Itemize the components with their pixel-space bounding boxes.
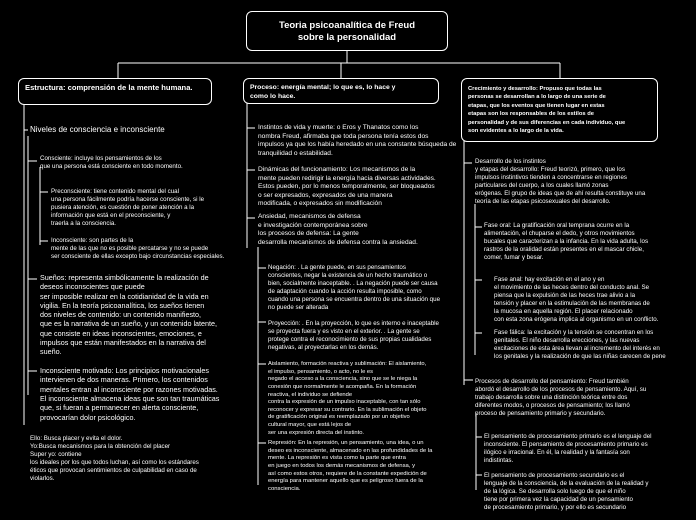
topic-consciente[interactable]: Consciente: incluye los pensamientos de los que una persona está consciente en todo momento. bbox=[40, 155, 183, 171]
topic-procesamiento-secundario[interactable]: El pensamiento de procesamiento secundario es el lenguaje de la consciencia, de la evaluación de la realidad y de la lógica. Se desarrolla solo luego de que el niño tiene por primera vez la capacidad de un pensamiento de procesamiento primario, y por ello es secundario bbox=[484, 472, 649, 512]
branch-estructura-title: Estructura: comprensión de la mente humana. bbox=[25, 83, 193, 92]
topic-fase-anal[interactable]: Fase anal: hay excitación en el ano y en el movimiento de las heces dentro del conducto anal. Se piensa que la expulsión de las heces trae alivio a la tensión y placer en la estimulación de las membranas de la mucosa en aquella región. El placer relacionado con esta zona erógena implica al organismo en un conflicto. bbox=[494, 276, 659, 324]
topic-inconsciente-motivado[interactable]: Inconsciente motivado: Los principios motivacionales intervienen de dos maneras. Primero, los contenidos mentales entran al inconsciente por razones motivadas. El inconsciente almacena ideas que son tan traumáticas que, si fueran a permanecer en alerta consciente, provocarían dolor psicológico. bbox=[40, 366, 220, 422]
branch-crecimiento[interactable] bbox=[461, 78, 658, 142]
topic-proyeccion[interactable]: Proyección: . En la proyección, lo que es interno e inaceptable se proyecta fuera y es visto en el exterior. . La gente se protege contra el reconocimiento de sus propias cualidades negativas, al proyectarlas en los demás. bbox=[268, 320, 439, 352]
topic-ello-yo-superyo[interactable]: Ello: Busca placer y evita el dolor. Yo:Busca mecanismos para la obtención del placer Super yo: contiene los ideales por los que todos luchan, así como los estándares éticos que provocan sentimientos de culpabilidad en caso de violarlos. bbox=[30, 435, 199, 483]
topic-procesos-pensamiento[interactable]: Procesos de desarrollo del pensamiento: Freud también abordó el desarrollo de los procesos de pensamiento. Aquí, su trabajo desarrolla sobre una distinción teórica entre dos diferentes modos, o procesos de pensamiento; los llamó proceso de pensamiento primario y secundario. bbox=[475, 378, 647, 418]
topic-desarrollo-instintos[interactable]: Desarrollo de los instintos y etapas del desarrollo: Freud teorizó, primero, que los impulsos instintivos tienden a concentrarse en regiones particulares del cuerpo, a los cuales llamó zonas erógenas. El grupo de ideas que de ahí resulta constituye una teoría de las etapas psicosexuales del desarrollo. bbox=[475, 158, 646, 206]
topic-dinamicas[interactable]: Dinámicas del funcionamiento: Los mecanismos de la mente pueden redirigir la energía hacia diversas actividades. Estos pueden, por lo menos temporalmente, ser bloqueados o ser expresados, expresados de una manera modificada, o expresados sin modificación bbox=[258, 166, 436, 208]
topic-negacion[interactable]: Negación: . La gente puede, en sus pensamientos conscientes, negar la existencia de un hecho traumático o bien, socialmente inaceptable. . La negación puede ser causa de adaptación cuando la acción resulta imposible, como cuando una persona se encuentra dentro de una situación que no puede ser alterada bbox=[268, 264, 441, 312]
topic-ansiedad[interactable]: Ansiedad, mecanismos de defensa e investigación contemporánea sobre los procesos de defensa: La gente desarrolla mecanismos de defensa contra la ansiedad. bbox=[258, 213, 418, 246]
central-topic-title: Teoria psicoanalítica de Freud sobre la personalidad bbox=[278, 20, 416, 43]
topic-inconsciente[interactable]: Inconsciente: son partes de la mente de las que no es posible percatarse y no se puede ser consciente de ellas excepto bajo circunstancias especiales. bbox=[51, 237, 225, 261]
topic-instintos[interactable]: Instintos de vida y muerte: o Eros y Thanatos como los nombra Freud, afirmaba que toda persona tenía estos dos impulsos ya que los había heredado en una constante búsqueda de tranquilidad o estabilidad. bbox=[258, 124, 457, 157]
topic-represion[interactable]: Represión: En la represión, un pensamiento, una idea, o un deseo es inconsciente, almacenado en las profundidades de la mente. La represión es vista como la parte que entra en juego en todos los demás mecanismos de defensa, y así como estos otros, requiere de la constante expedición de energía para mantener aquello que es peligroso fuera de la consciencia. bbox=[268, 440, 433, 493]
branch-proceso[interactable] bbox=[243, 78, 439, 104]
topic-suenos[interactable]: Sueños: representa simbólicamente la realización de deseos inconscientes que puede ser imposible realizar en la cotidianidad de la vida en vigilia. En la teoría psicoanalítica, los sueños tienen dos niveles de contenido: un contenido manifiesto, que es la narrativa de un sueño, y un contenido latente, que consiste en ideas inconscientes, emociones, e impulsos que están manifestados en la narrativa del sueño. bbox=[40, 273, 218, 357]
topic-fase-oral[interactable]: Fase oral: La gratificación oral temprana ocurre en la alimentación, el chuparse el dedo, y otros movimientos bucales que caracterizan a la infancia. En la vida adulta, los rastros de la oralidad están presentes en el mascar chicle, comer, fumar y besar. bbox=[484, 222, 649, 262]
branch-crecimiento-title: Crecimiento y desarrollo: Propuso que todas las personas se desarrollan a lo largo de una serie de etapas, que los eventos que tienen lugar en estas etapas son los responsables de los estilos de personalidad y de sus diferencias en cada individuo, que son evidentes a lo largo de la vida. bbox=[468, 86, 626, 134]
topic-preconsciente[interactable]: Preconsciente: tiene contenido mental del cual una persona fácilmente podría hacerse consciente, si le pusiera atención, es cuestión de poner atención a la información que está en el preconsciente, y traerla a la consciencia. bbox=[51, 188, 205, 228]
topic-niveles-consciencia[interactable]: Niveles de consciencia e inconsciente bbox=[30, 125, 165, 134]
central-topic[interactable] bbox=[246, 11, 448, 51]
branch-estructura[interactable] bbox=[18, 78, 212, 105]
topic-fase-falica[interactable]: Fase fálica: la excitación y la tensión se concentran en los genitales. El niño desarrolla erecciones, y las nuevas excitaciones de esta área llevan al incremento del interés en los genitales y la realización de que las niñas carecen de pene bbox=[494, 329, 666, 361]
branch-proceso-title: Proceso: energía mental; lo que es, lo hace y como lo hace. bbox=[250, 84, 396, 100]
topic-aislamiento[interactable]: Aislamiento, formación reactiva y sublimación: El aislamiento, el impulso, pensamiento, o acto, no le es negado el acceso a la consciencia, sino que se le niega la conexión que normalmente le acompaña. En la formación reactiva, el individuo se defiende contra la expresión de un impulso inaceptable, con tan sólo reconocer y expresar su contrario. En la sublimación el objeto de gratificación original es reemplazado por un objetivo cultural mayor, que está lejos de ser una expresión directa del instinto. bbox=[268, 361, 427, 436]
topic-procesamiento-primario[interactable]: El pensamiento de procesamiento primario es el lenguaje del inconsciente. El pensamiento de procesamiento primario es ilógico e irracional. En él, la realidad y la fantasía son indistintas. bbox=[484, 433, 652, 465]
